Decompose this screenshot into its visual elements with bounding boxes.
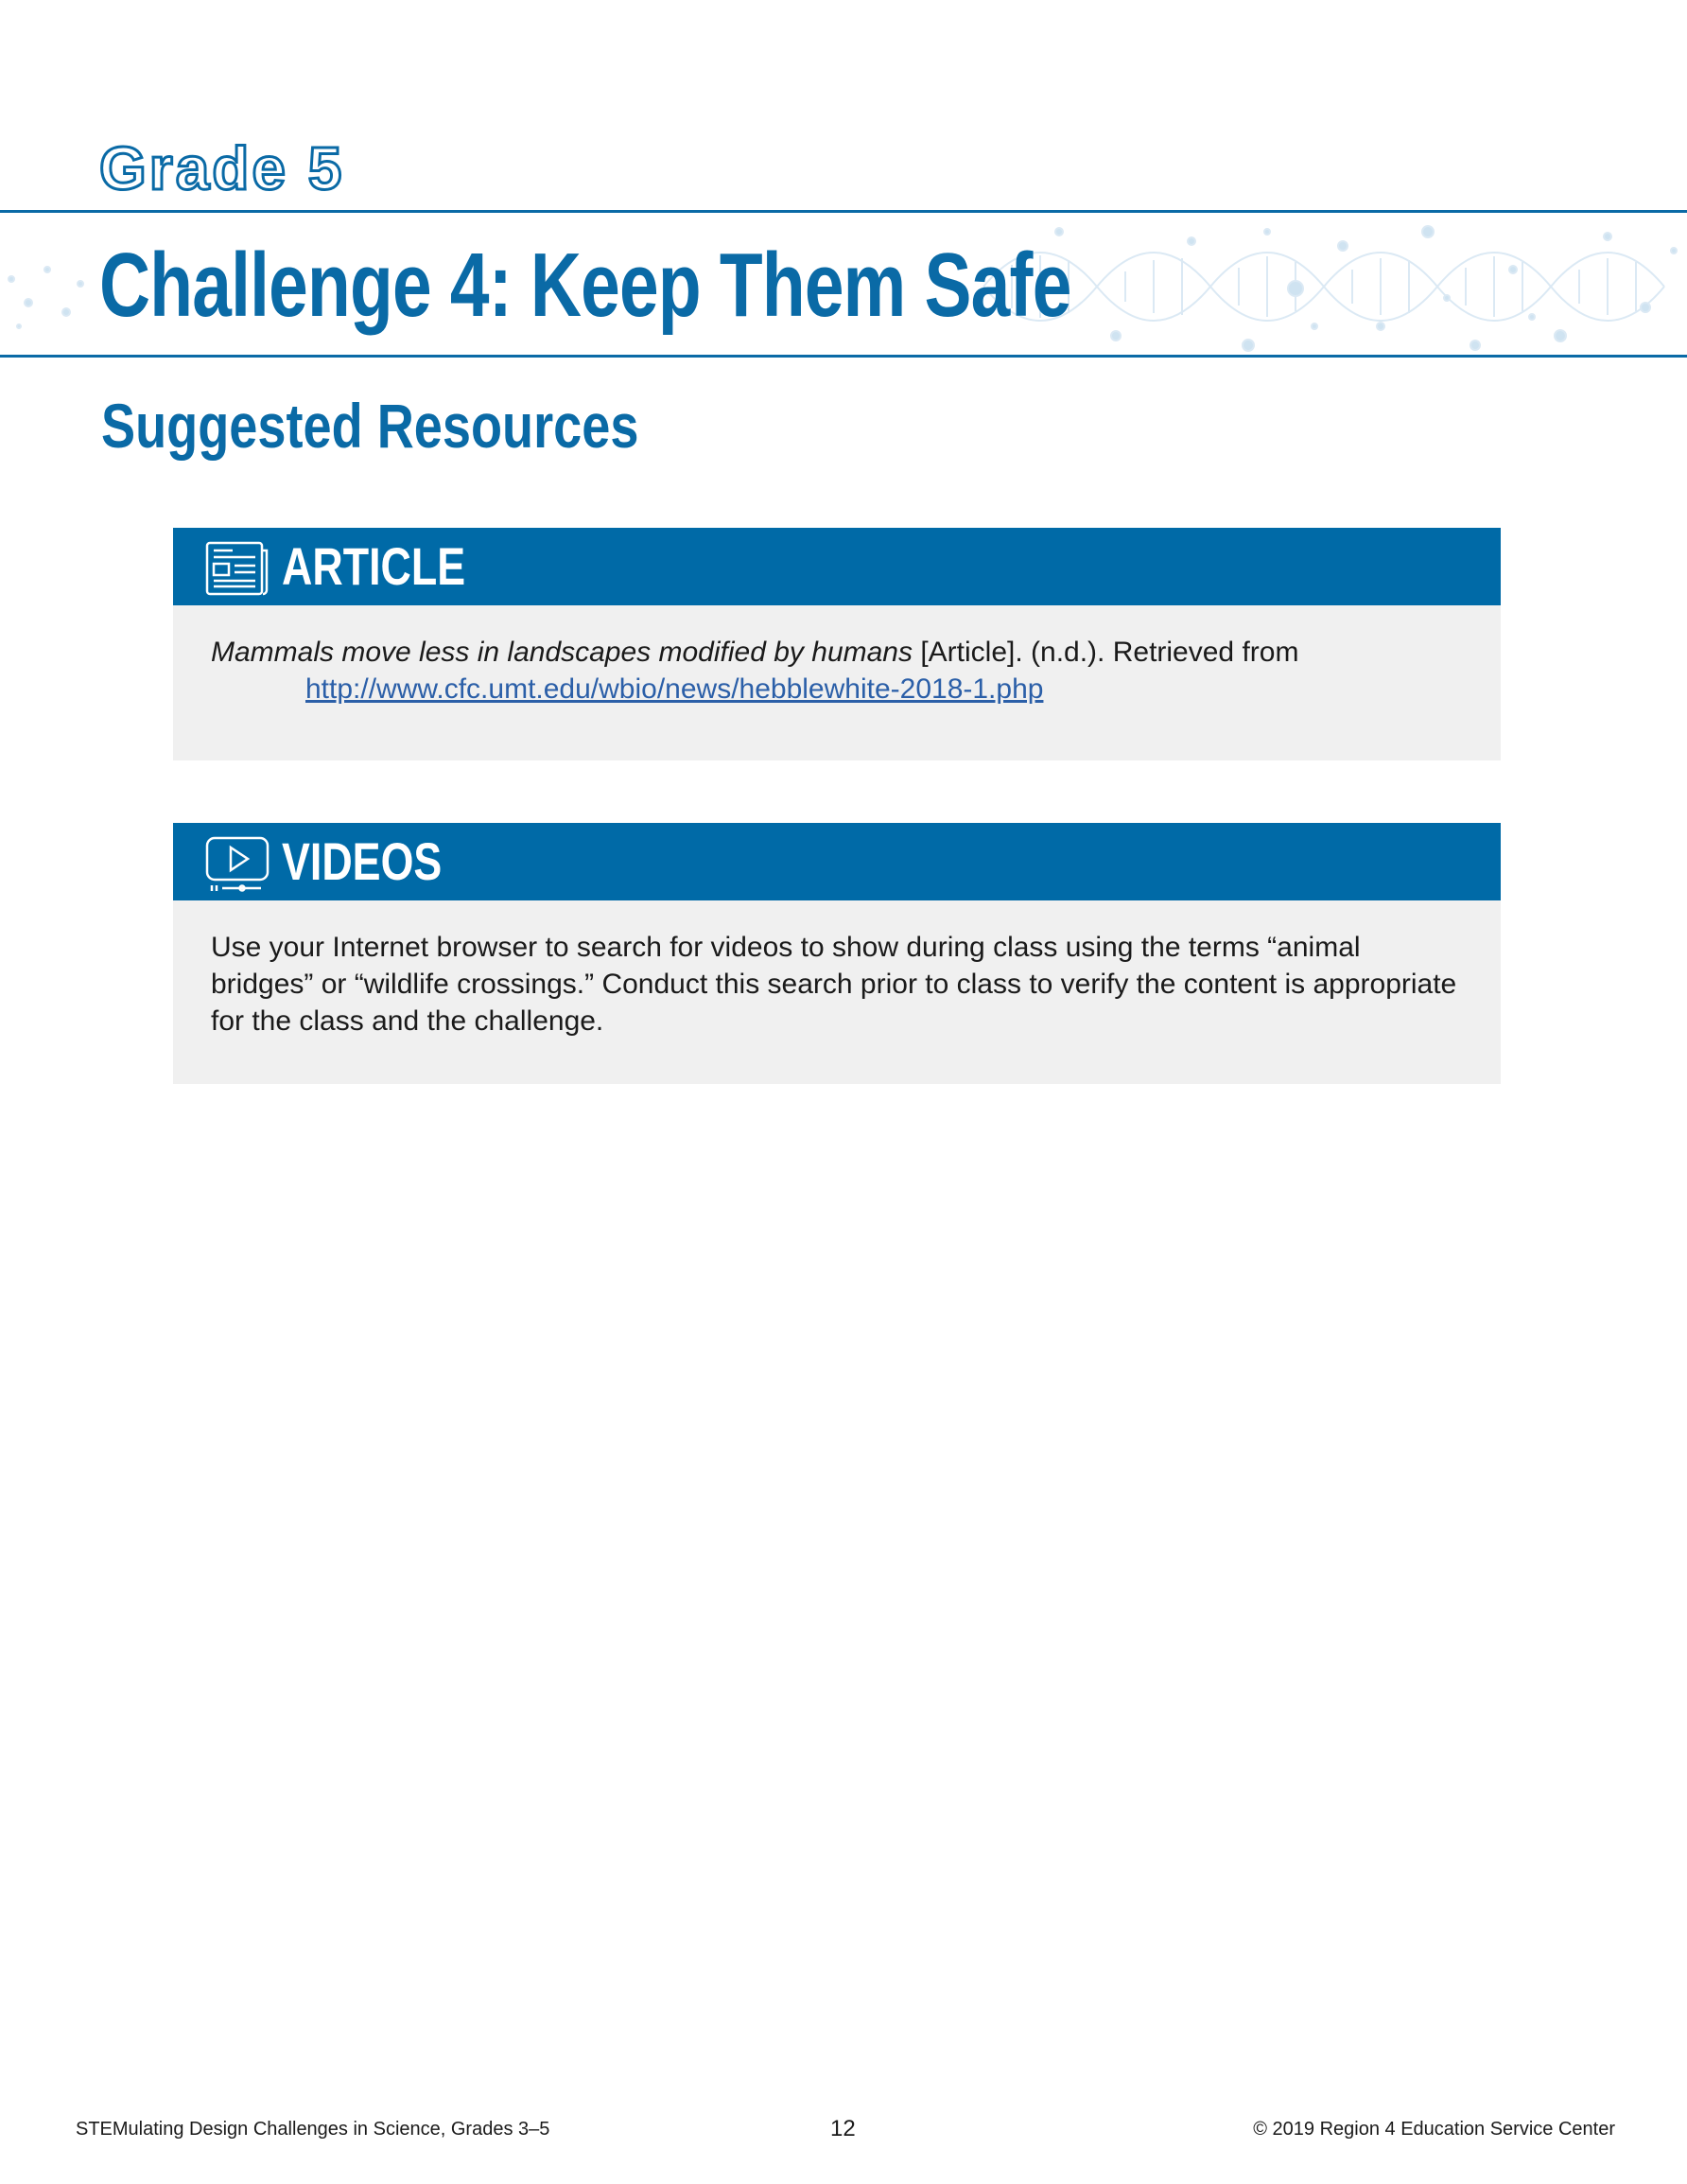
- citation-title: Mammals move less in landscapes modified by humans: [211, 637, 913, 668]
- videos-label: VIDEOS: [282, 831, 443, 891]
- video-play-icon: [204, 834, 270, 898]
- citation-details: [Article]. (n.d.). Retrieved from: [913, 637, 1299, 668]
- videos-text: Use your Internet browser to search for videos to show during class using the terms “animal bridges” or “wildlife crossings.” Conduct this search prior to class to verify the content is appropriate for the class and the challenge.: [211, 932, 1457, 1037]
- title-band: [0, 210, 1687, 358]
- challenge-title: Challenge 4: Keep Them Safe: [99, 235, 1071, 336]
- videos-card: [173, 823, 1501, 1084]
- article-card-body: [173, 605, 1501, 708]
- footer-book-title: STEMulating Design Challenges in Science, Grades 3–5: [76, 2119, 550, 2140]
- footer-page-number: 12: [830, 2116, 856, 2141]
- footer-copyright: © 2019 Region 4 Education Service Center: [1253, 2119, 1615, 2140]
- citation-link[interactable]: http://www.cfc.umt.edu/wbio/news/hebblewhite-2018-1.php: [305, 673, 1044, 705]
- article-card: [173, 528, 1501, 760]
- videos-card-body: [173, 900, 1501, 1040]
- article-icon: [204, 539, 270, 603]
- grade-label: Grade 5: [99, 134, 345, 202]
- article-label: ARTICLE: [282, 536, 466, 596]
- section-heading: Suggested Resources: [101, 391, 639, 461]
- article-citation: [211, 634, 1463, 708]
- videos-card-header: [173, 823, 1501, 900]
- article-card-header: [173, 528, 1501, 605]
